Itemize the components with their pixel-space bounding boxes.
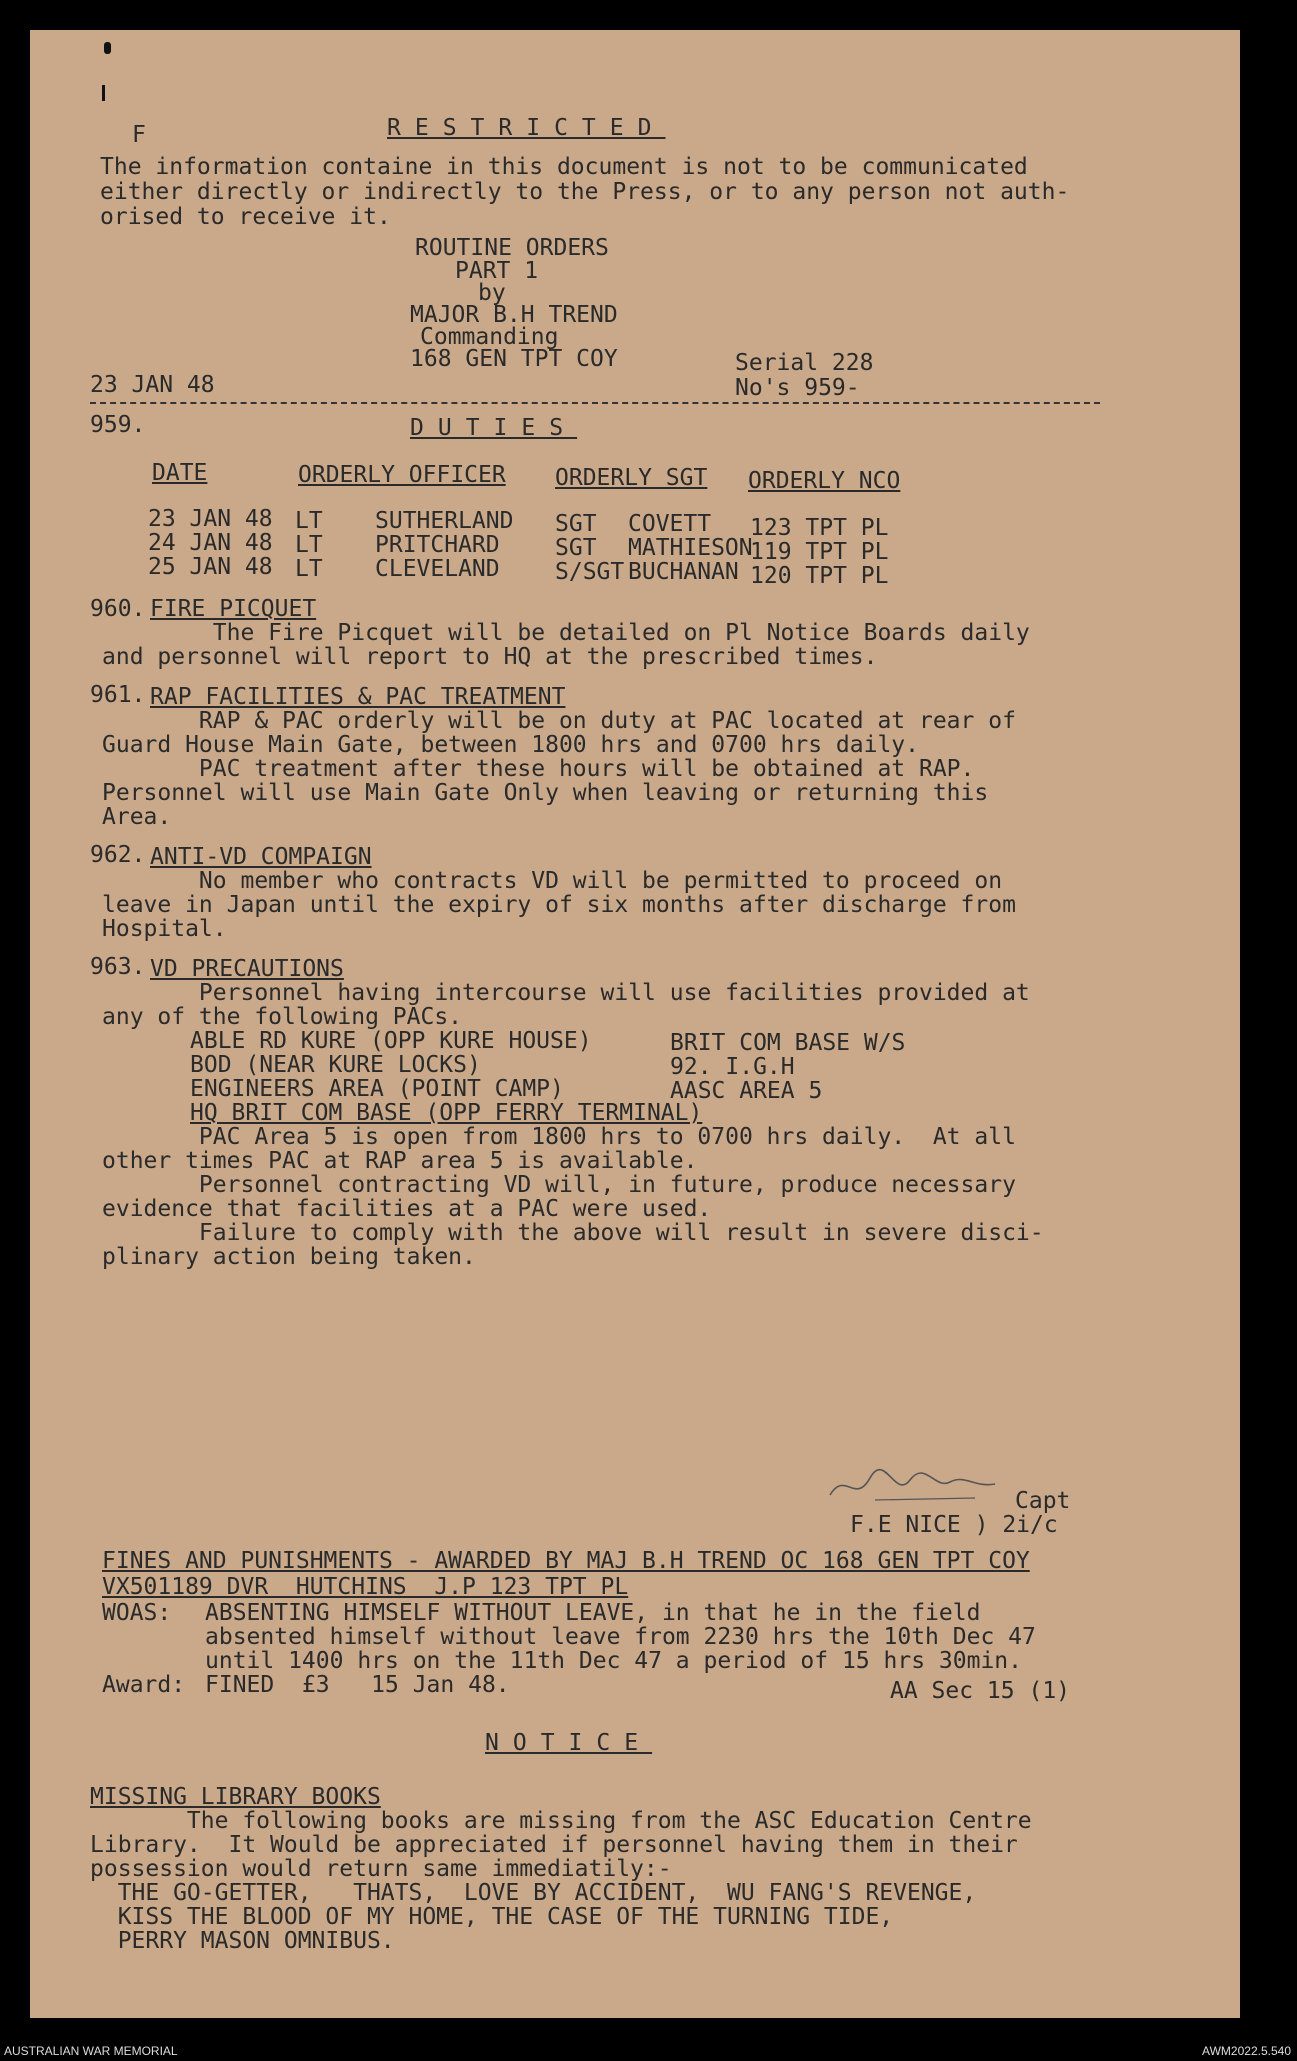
table-cell: S/SGT xyxy=(555,559,625,585)
header-line: 168 GEN TPT COY xyxy=(410,346,618,372)
table-cell: 119 TPT PL xyxy=(750,539,889,565)
body-line: any of the following PACs. xyxy=(102,1004,463,1030)
table-cell: COVETT xyxy=(628,511,712,537)
award-reference: AA Sec 15 (1) xyxy=(890,1678,1071,1704)
notice-heading: NOTICE xyxy=(485,1730,653,1756)
duties-number: 959. xyxy=(90,412,146,438)
body-line: Guard House Main Gate, between 1800 hrs and 0700 hrs daily. xyxy=(102,732,919,758)
section-title: VD PRECAUTIONS xyxy=(150,956,344,982)
pac-location: BRIT COM BASE W/S xyxy=(670,1030,906,1056)
table-header: ORDERLY NCO xyxy=(748,468,901,494)
table-cell: 24 JAN 48 xyxy=(148,530,273,556)
header-line: MAJOR B.H TREND xyxy=(410,302,618,328)
body-line: leave in Japan until the expiry of six months after discharge from xyxy=(102,892,1016,918)
body-line: plinary action being taken. xyxy=(102,1244,476,1270)
fines-heading: FINES AND PUNISHMENTS - AWARDED BY MAJ B.H TREND OC 168 GEN TPT COY xyxy=(102,1548,1030,1574)
footer-reference: AWM2022.5.540 xyxy=(1202,2044,1291,2058)
section-number: 963. xyxy=(90,954,146,980)
info-line: either directly or indirectly to the Press, or to any person not auth- xyxy=(100,179,1070,205)
pac-location: AASC AREA 5 xyxy=(670,1078,823,1104)
document-page xyxy=(30,30,1240,2018)
ink-spot xyxy=(104,42,111,54)
woas-line: until 1400 hrs on the 11th Dec 47 a period of 15 hrs 30min. xyxy=(205,1648,1022,1674)
body-line: other times PAC at RAP area 5 is available. xyxy=(102,1148,698,1174)
signature-rank: Capt xyxy=(1015,1488,1071,1514)
table-header: DATE xyxy=(152,460,208,486)
table-cell: PRITCHARD xyxy=(375,532,500,558)
table-cell: LT xyxy=(295,508,323,534)
header-line: Commanding xyxy=(420,324,559,350)
section-title: ANTI-VD COMPAIGN xyxy=(150,844,372,870)
section-title: FIRE PICQUET xyxy=(150,596,317,622)
table-cell: BUCHANAN xyxy=(628,559,739,585)
table-cell: 23 JAN 48 xyxy=(148,506,273,532)
body-line: Library. It Would be appreciated if personnel having them in their xyxy=(90,1832,1018,1858)
award-text: FINED £3 15 Jan 48. xyxy=(205,1672,510,1698)
section-number: 960. xyxy=(90,596,146,622)
body-line: PAC treatment after these hours will be obtained at RAP. xyxy=(102,756,975,782)
table-cell: 25 JAN 48 xyxy=(148,554,273,580)
table-cell: CLEVELAND xyxy=(375,556,500,582)
duties-heading: DUTIES xyxy=(410,415,578,441)
body-line: Hospital. xyxy=(102,916,227,942)
table-cell: SUTHERLAND xyxy=(375,508,514,534)
woas-line: ABSENTING HIMSELF WITHOUT LEAVE, in that he in the field xyxy=(205,1600,981,1626)
award-label: Award: xyxy=(102,1672,186,1698)
info-line: The information containe in this document is not to be communicated xyxy=(100,154,1028,180)
separator-line xyxy=(90,402,1100,404)
book-list-line: THE GO-GETTER, THATS, LOVE BY ACCIDENT, WU FANG'S REVENGE, xyxy=(90,1880,977,1906)
table-header: ORDERLY OFFICER xyxy=(298,462,506,488)
table-cell: MATHIESON xyxy=(628,535,753,561)
body-line: evidence that facilities at a PAC were used. xyxy=(102,1196,712,1222)
ink-spot xyxy=(102,85,105,101)
signature-name: F.E NICE ) 2i/c xyxy=(850,1512,1058,1538)
body-line: possession would return same immediatily:- xyxy=(90,1856,672,1882)
table-cell: LT xyxy=(295,556,323,582)
body-line: PAC Area 5 is open from 1800 hrs to 0700 hrs daily. At all xyxy=(102,1124,1016,1150)
serial-number: Serial 228 xyxy=(735,350,874,376)
margin-mark: F xyxy=(132,122,146,148)
info-line: orised to receive it. xyxy=(100,204,391,230)
fines-soldier: VX501189 DVR HUTCHINS J.P 123 TPT PL xyxy=(102,1574,629,1600)
header-line: PART 1 xyxy=(455,258,539,284)
header-line: by xyxy=(478,280,506,306)
table-cell: SGT xyxy=(555,535,597,561)
body-line: The following books are missing from the ASC Education Centre xyxy=(90,1808,1032,1834)
body-line: Personnel contracting VD will, in future, produce necessary xyxy=(102,1172,1016,1198)
body-line: No member who contracts VD will be permitted to proceed on xyxy=(102,868,1003,894)
table-cell: LT xyxy=(295,532,323,558)
pac-location: ABLE RD KURE (OPP KURE HOUSE) xyxy=(190,1028,592,1054)
table-cell: 123 TPT PL xyxy=(750,515,889,541)
order-numbers: No's 959- xyxy=(735,375,860,401)
body-line: The Fire Picquet will be detailed on Pl Notice Boards daily xyxy=(102,620,1030,646)
signature xyxy=(825,1460,1010,1510)
table-cell: SGT xyxy=(555,511,597,537)
order-date: 23 JAN 48 xyxy=(90,372,215,398)
body-line: Failure to comply with the above will result in severe disci- xyxy=(102,1220,1044,1246)
section-title: RAP FACILITIES & PAC TREATMENT xyxy=(150,684,566,710)
pac-location: ENGINEERS AREA (POINT CAMP) xyxy=(190,1076,564,1102)
section-number: 962. xyxy=(90,842,146,868)
pac-location: 92. I.G.H xyxy=(670,1054,795,1080)
header-line: ROUTINE ORDERS xyxy=(415,235,609,261)
pac-location: HQ BRIT COM BASE (OPP FERRY TERMINAL) xyxy=(190,1100,703,1126)
book-list-line: PERRY MASON OMNIBUS. xyxy=(90,1928,395,1954)
section-number: 961. xyxy=(90,682,146,708)
book-list-line: KISS THE BLOOD OF MY HOME, THE CASE OF THE TURNING TIDE, xyxy=(90,1904,894,1930)
table-cell: 120 TPT PL xyxy=(750,563,889,589)
footer-credit: AUSTRALIAN WAR MEMORIAL xyxy=(4,2044,178,2058)
pac-location: BOD (NEAR KURE LOCKS) xyxy=(190,1052,481,1078)
body-line: Personnel will use Main Gate Only when leaving or returning this xyxy=(102,780,989,806)
missing-books-heading: MISSING LIBRARY BOOKS xyxy=(90,1784,381,1810)
body-line: Area. xyxy=(102,804,172,830)
body-line: RAP & PAC orderly will be on duty at PAC located at rear of xyxy=(102,708,1016,734)
body-line: and personnel will report to HQ at the prescribed times. xyxy=(102,644,878,670)
woas-label: WOAS: xyxy=(102,1600,172,1626)
body-line: Personnel having intercourse will use facilities provided at xyxy=(102,980,1030,1006)
table-header: ORDERLY SGT xyxy=(555,465,708,491)
restricted-heading: RESTRICTED xyxy=(387,115,666,141)
woas-line: absented himself without leave from 2230 hrs the 10th Dec 47 xyxy=(205,1624,1036,1650)
